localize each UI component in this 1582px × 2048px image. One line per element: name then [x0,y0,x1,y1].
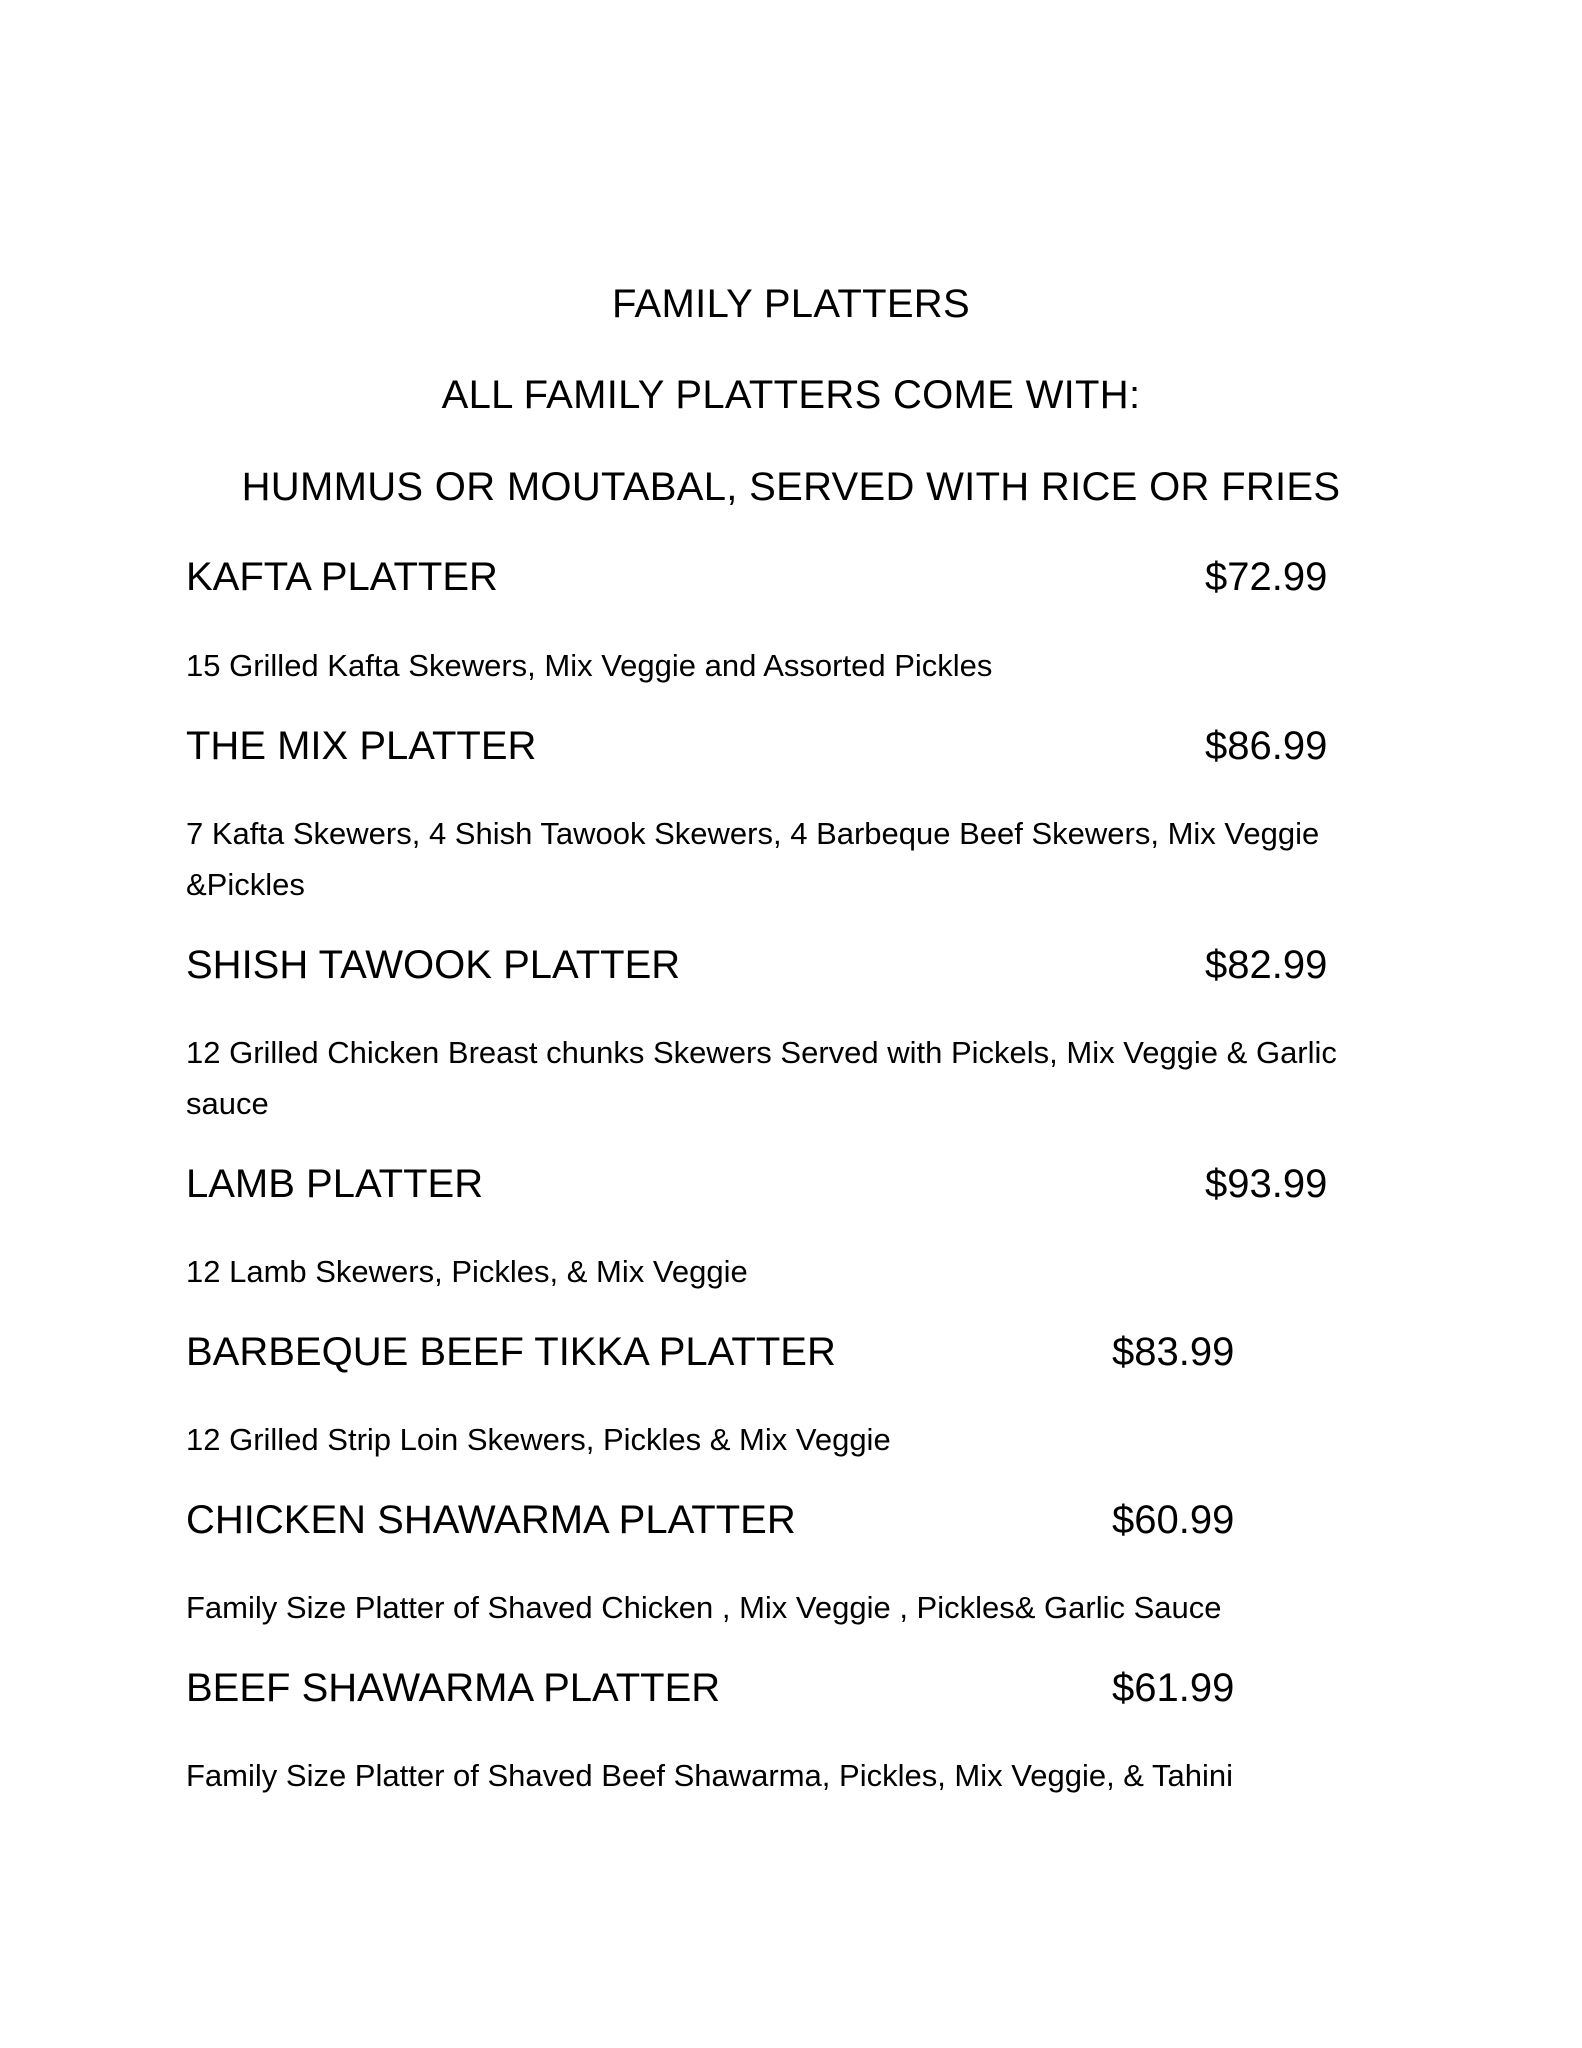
sides-note: HUMMUS OR MOUTABAL, SERVED WITH RICE OR FRIES [241,465,1341,509]
item-price-shish-tawook-platter: $82.99 [1205,943,1328,987]
item-description-beef-shawarma-platter: Family Size Platter of Shaved Beef Shawarma, Pickles, Mix Veggie, & Tahini [186,1758,1234,1793]
item-description-beef-tikka-platter: 12 Grilled Strip Loin Skewers, Pickles & Mix Veggie [186,1422,891,1457]
item-description-shish-tawook-platter: 12 Grilled Chicken Breast chunks Skewers Served with Pickels, Mix Veggie & Garlic sauce [186,1035,1337,1121]
page-title: FAMILY PLATTERS [612,282,970,326]
item-name-mix-platter: THE MIX PLATTER [186,724,537,768]
page-subtitle: ALL FAMILY PLATTERS COME WITH: [441,373,1141,417]
item-name-beef-shawarma-platter: BEEF SHAWARMA PLATTER [186,1666,721,1710]
item-description-chicken-shawarma-platter: Family Size Platter of Shaved Chicken , Mix Veggie , Pickles& Garlic Sauce [186,1590,1222,1625]
item-price-mix-platter: $86.99 [1205,724,1328,768]
item-description-kafta-platter: 15 Grilled Kafta Skewers, Mix Veggie and Assorted Pickles [186,648,993,683]
item-name-shish-tawook-platter: SHISH TAWOOK PLATTER [186,943,681,987]
item-price-kafta-platter: $72.99 [1205,555,1328,599]
item-price-lamb-platter: $93.99 [1205,1162,1328,1206]
item-name-chicken-shawarma-platter: CHICKEN SHAWARMA PLATTER [186,1498,796,1542]
item-description-mix-platter: 7 Kafta Skewers, 4 Shish Tawook Skewers, 4 Barbeque Beef Skewers, Mix Veggie &Pickles [186,816,1320,902]
item-price-chicken-shawarma-platter: $60.99 [1112,1498,1235,1542]
item-name-kafta-platter: KAFTA PLATTER [186,555,498,599]
item-price-beef-tikka-platter: $83.99 [1112,1330,1235,1374]
item-name-lamb-platter: LAMB PLATTER [186,1162,484,1206]
item-price-beef-shawarma-platter: $61.99 [1112,1666,1235,1710]
item-description-lamb-platter: 12 Lamb Skewers, Pickles, & Mix Veggie [186,1254,748,1289]
item-name-beef-tikka-platter: BARBEQUE BEEF TIKKA PLATTER [186,1330,836,1374]
